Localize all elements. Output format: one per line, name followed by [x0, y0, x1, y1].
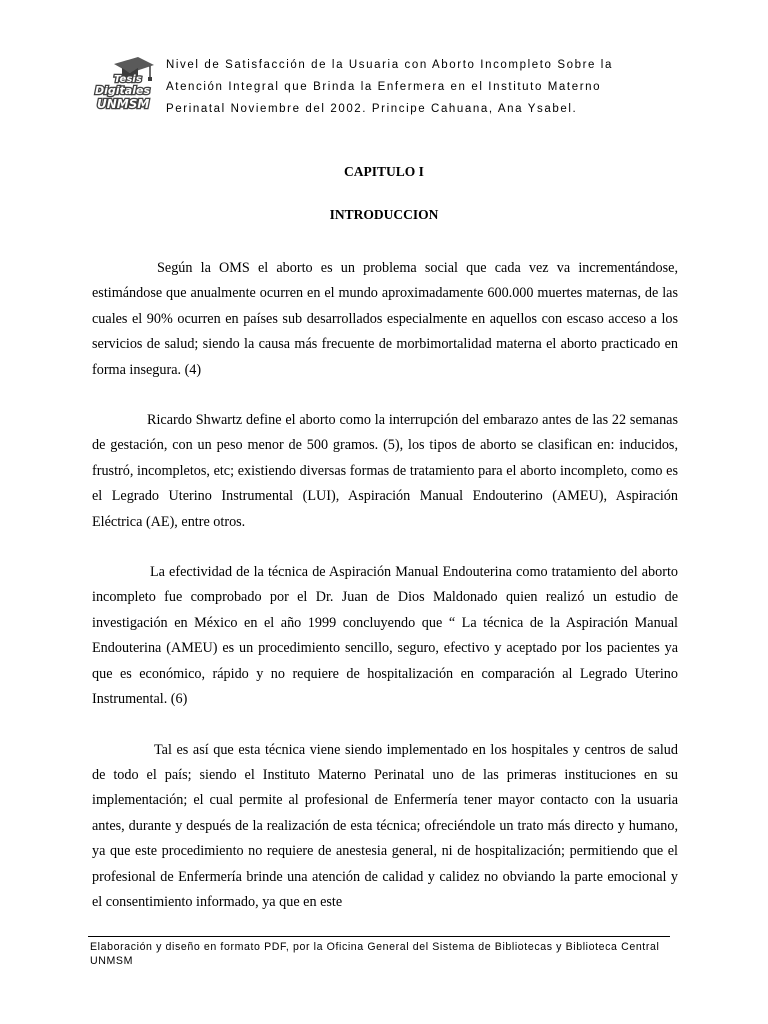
- header-line: Nivel de Satisfacción de la Usuaria con Aborto Incompleto Sobre la: [166, 59, 613, 71]
- document-body: [92, 256, 678, 915]
- body-paragraph: La efectividad de la técnica de Aspiración Manual Endouterina como tratamiento del aborto incompleto fue comprobado por el Dr. Juan de Dios Maldonado quien realizó un estudio de investigación en México en el año 1999 concluyendo que “ La técnica de la Aspiración Manual Endouterina (AMEU) es un procedimiento sencillo, seguro, efectivo y aceptado por los pacientes ya que es económico, rápido y no requiere de hospitalización en comparación al Legrado Uterino Instrumental. (6): [92, 564, 678, 708]
- body-paragraph: Tal es así que esta técnica viene siendo implementado en los hospitales y centros de salud de todo el país; siendo el Instituto Materno Perinatal uno de las primeras instituciones en su implementación; el cual permite al profesional de Enfermería tener mayor contacto con la usuaria antes, durante y después de la realización de esta técnica; ofreciéndole un trato más directo y humano, ya que este procedimiento no requiere de anestesia general, ni de hospitalización; permitiendo que el profesional de Enfermería brinde una atención de calidad y calidez no obviando la parte emocional y el consentimiento informado, ya que en este: [92, 741, 678, 910]
- body-paragraph: Ricardo Shwartz define el aborto como la interrupción del embarazo antes de las 22 semanas de gestación, con un peso menor de 500 gramos. (5), los tipos de aborto se clasifican en: inducidos, frustró, incompletos, etc; existiendo diversas formas de tratamiento para el aborto incompleto, como es el Legrado Uterino Instrumental (LUI), Aspiración Manual Endouterino (AMEU), Aspiración Eléctrica (AE), entre otros.: [92, 412, 678, 530]
- document-header: [166, 54, 726, 120]
- tesis-digitales-logo: [92, 54, 158, 116]
- svg-text:Digitales: Digitales: [95, 84, 151, 97]
- header-line: Perinatal Noviembre del 2002. Principe Cahuana, Ana Ysabel.: [166, 103, 578, 115]
- section-title: INTRODUCCION: [329, 207, 439, 222]
- svg-text:UNMSM: UNMSM: [97, 97, 150, 111]
- svg-text:Tesis: Tesis: [114, 74, 142, 85]
- graduation-cap-icon: [92, 54, 158, 116]
- chapter-heading: CAPITULO I: [344, 164, 424, 179]
- footer-note: Elaboración y diseño en formato PDF, por la Oficina General del Sistema de Bibliotecas y Biblioteca Central UNMSM: [90, 941, 660, 967]
- header-line: Atención Integral que Brinda la Enfermera en el Instituto Materno: [166, 81, 602, 93]
- footer-divider: [88, 936, 670, 937]
- body-paragraph: Según la OMS el aborto es un problema social que cada vez va incrementándose, estimándose que anualmente ocurren en el mundo aproximadamente 600.000 muertes maternas, de las cuales el 90% ocurren en países sub desarrollados especialmente en aquellos con escaso acceso a los servicios de salud; siendo la causa más frecuente de morbimortalidad materna el aborto practicado en forma insegura. (4): [92, 260, 678, 378]
